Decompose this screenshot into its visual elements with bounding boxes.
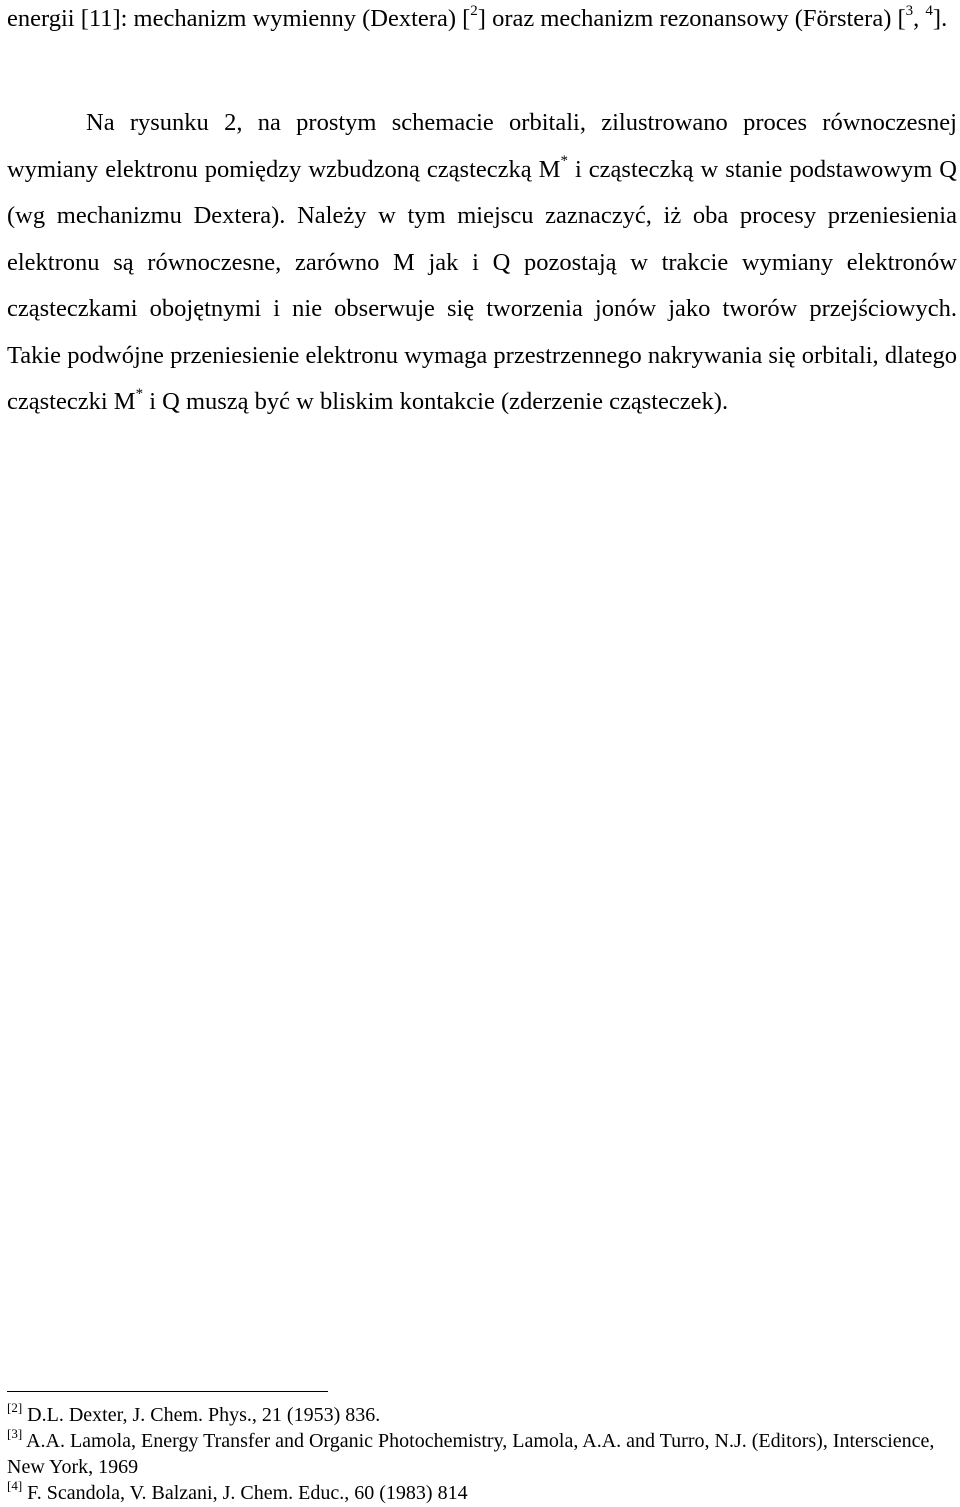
reference-superscript: 2 <box>470 2 478 19</box>
footnote-text: F. Scandola, V. Balzani, J. Chem. Educ., 60 (1983) 814 <box>22 1482 468 1504</box>
footnote-marker: [4] <box>7 1478 23 1494</box>
footnote-item <box>7 1402 957 1428</box>
paragraph-text: i Q muszą być w bliskim kontakcie (zderzenie cząsteczek). <box>143 388 729 415</box>
paragraph-text: ] oraz mechanizm rezonansowy (Förstera) [ <box>477 5 906 32</box>
reference-superscript: 3 <box>905 2 914 19</box>
paragraph-text: ]. <box>932 5 948 32</box>
excited-state-asterisk: * <box>135 385 144 402</box>
paragraph-mechanisms <box>7 0 957 43</box>
footnote-text: D.L. Dexter, J. Chem. Phys., 21 (1953) 836. <box>22 1404 381 1426</box>
footnote-separator <box>7 1391 328 1392</box>
excited-state-asterisk: * <box>560 153 568 170</box>
footnote-item <box>7 1428 957 1480</box>
reference-superscript: 4 <box>925 2 933 19</box>
paragraph-dexter-mechanism <box>7 100 957 426</box>
footnote-text: A.A. Lamola, Energy Transfer and Organic Photochemistry, Lamola, A.A. and Turro, N.J. (Editors), Interscience, New York, 1969 <box>7 1430 935 1478</box>
paragraph-text: , <box>913 5 926 32</box>
paragraph-text: energii [11]: mechanizm wymienny (Dextera) [ <box>7 5 471 32</box>
paragraph-text: Na rysunku 2, na prostym schemacie orbitali, zilustrowano proces równoczesnej wymiany elektronu pomiędzy wzbudzoną cząsteczką M <box>7 109 957 183</box>
paragraph-text: i cząsteczką w stanie podstawowym Q (wg mechanizmu Dextera). Należy w tym miejscu zaznaczyć, iż oba procesy przeniesienia elektronu są równoczesne, zarówno M jak i Q pozostają w trakcie wymiany elektronów cząsteczkami obojętnymi i nie obserwuje się tworzenia jonów jako tworów przejściowych. Takie podwójne przeniesienie elektronu wymaga przestrzennego nakrywania się orbitali, dlatego cząsteczki M <box>7 155 957 415</box>
footnote-marker: [2] <box>7 1400 23 1416</box>
footnotes <box>7 1402 957 1506</box>
footnote-item <box>7 1480 957 1506</box>
footnote-marker: [3] <box>7 1426 23 1442</box>
